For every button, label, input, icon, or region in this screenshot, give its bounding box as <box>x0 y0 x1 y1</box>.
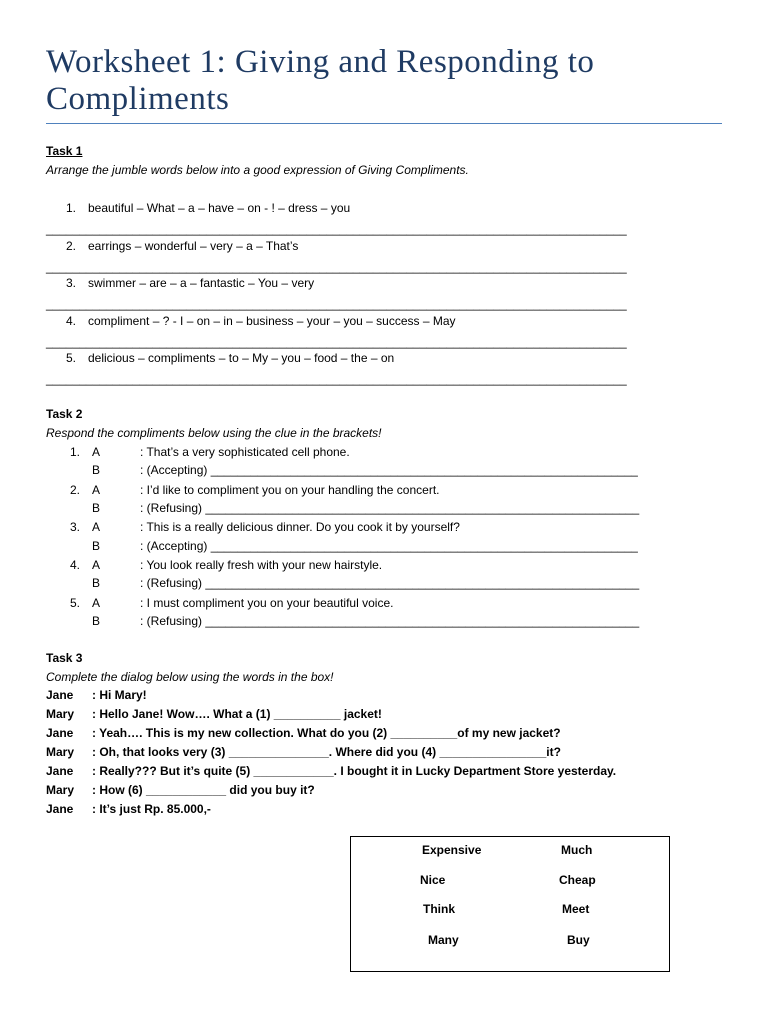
response-line[interactable]: : (Refusing) _________________________________________________________________ <box>140 576 640 590</box>
speaker-b-label: B <box>92 576 101 590</box>
dialog-speaker: Jane <box>46 802 74 816</box>
speaker-a-label: A <box>92 445 101 459</box>
compliment-text: : This is a really delicious dinner. Do you cook it by yourself? <box>140 520 460 534</box>
task3-instruction: Complete the dialog below using the words in the box! <box>46 670 334 684</box>
speaker-a-label: A <box>92 558 101 572</box>
dialog-speaker: Jane <box>46 764 74 778</box>
title-rule <box>46 123 722 124</box>
speaker-a-label: A <box>92 596 101 610</box>
task2-heading: Task 2 <box>46 407 83 421</box>
word-box-word: Many <box>428 933 459 947</box>
response-line[interactable]: : (Refusing) _________________________________________________________________ <box>140 501 640 515</box>
dialog-line[interactable]: : Yeah…. This is my new collection. What do you (2) __________of my new jacket? <box>92 726 561 740</box>
task1-answer-line[interactable]: _______________________________________________________________________________________ <box>46 260 627 274</box>
task1-instruction: Arrange the jumble words below into a good expression of Giving Compliments. <box>46 163 469 177</box>
task1-answer-line[interactable]: _______________________________________________________________________________________ <box>46 372 627 386</box>
speaker-b-label: B <box>92 614 101 628</box>
task1-answer-line[interactable]: _______________________________________________________________________________________ <box>46 297 627 311</box>
dialog-speaker: Mary <box>46 707 75 721</box>
response-line[interactable]: : (Accepting) ________________________________________________________________ <box>140 539 638 553</box>
task1-item-number: 3. <box>65 276 76 290</box>
task1-item-number: 2. <box>65 239 76 253</box>
speaker-b-label: B <box>92 463 101 477</box>
word-box <box>350 836 670 972</box>
dialog-speaker: Mary <box>46 783 75 797</box>
speaker-b-label: B <box>92 501 101 515</box>
task2-item-number: 5. <box>69 596 80 610</box>
task2-item-number: 2. <box>69 483 80 497</box>
dialog-line[interactable]: : Hello Jane! Wow…. What a (1) __________ jacket! <box>92 707 382 721</box>
dialog-speaker: Jane <box>46 726 74 740</box>
task2-item-number: 3. <box>69 520 80 534</box>
task2-item-number: 1. <box>69 445 80 459</box>
task2-item-number: 4. <box>69 558 80 572</box>
word-box-word: Expensive <box>422 843 482 857</box>
response-line[interactable]: : (Accepting) ________________________________________________________________ <box>140 463 638 477</box>
word-box-word: Think <box>423 902 455 916</box>
dialog-line: : It’s just Rp. 85.000,- <box>92 802 211 816</box>
word-box-word: Meet <box>562 902 590 916</box>
dialog-speaker: Jane <box>46 688 74 702</box>
dialog-line[interactable]: : Really??? But it’s quite (5) ____________. I bought it in Lucky Department Store yesterday. <box>92 764 617 778</box>
task1-item-number: 5. <box>65 351 76 365</box>
speaker-a-label: A <box>92 520 101 534</box>
word-box-word: Nice <box>420 873 446 887</box>
word-box-word: Much <box>561 843 593 857</box>
task3-heading: Task 3 <box>46 651 83 665</box>
speaker-b-label: B <box>92 539 101 553</box>
task1-item-text: swimmer – are – a – fantastic – You – very <box>88 276 315 290</box>
task1-item-text: compliment – ? - I – on – in – business – your – you – success – May <box>88 314 456 328</box>
word-box-word: Buy <box>567 933 590 947</box>
task1-item-number: 1. <box>65 201 76 215</box>
dialog-line[interactable]: : How (6) ____________ did you buy it? <box>92 783 315 797</box>
task1-answer-line[interactable]: _______________________________________________________________________________________ <box>46 335 627 349</box>
dialog-speaker: Mary <box>46 745 75 759</box>
task1-answer-line[interactable]: _______________________________________________________________________________________ <box>46 222 627 236</box>
task1-item-number: 4. <box>65 314 76 328</box>
task1-item-text: beautiful – What – a – have – on - ! – dress – you <box>88 201 351 215</box>
compliment-text: : I must compliment you on your beautiful voice. <box>140 596 394 610</box>
compliment-text: : I’d like to compliment you on your handling the concert. <box>140 483 440 497</box>
page-title: Worksheet 1: Giving and Responding to Compliments <box>46 44 595 117</box>
compliment-text: : You look really fresh with your new hairstyle. <box>140 558 383 572</box>
dialog-line[interactable]: : Oh, that looks very (3) _______________. Where did you (4) ________________it? <box>92 745 561 759</box>
task1-heading: Task 1 <box>46 144 83 158</box>
speaker-a-label: A <box>92 483 101 497</box>
task1-item-text: earrings – wonderful – very – a – That’s <box>88 239 299 253</box>
task1-item-text: delicious – compliments – to – My – you – food – the – on <box>88 351 395 365</box>
response-line[interactable]: : (Refusing) _________________________________________________________________ <box>140 614 640 628</box>
word-box-word: Cheap <box>559 873 596 887</box>
task2-instruction: Respond the compliments below using the clue in the brackets! <box>46 426 382 440</box>
dialog-line: : Hi Mary! <box>92 688 147 702</box>
compliment-text: : That’s a very sophisticated cell phone. <box>140 445 350 459</box>
